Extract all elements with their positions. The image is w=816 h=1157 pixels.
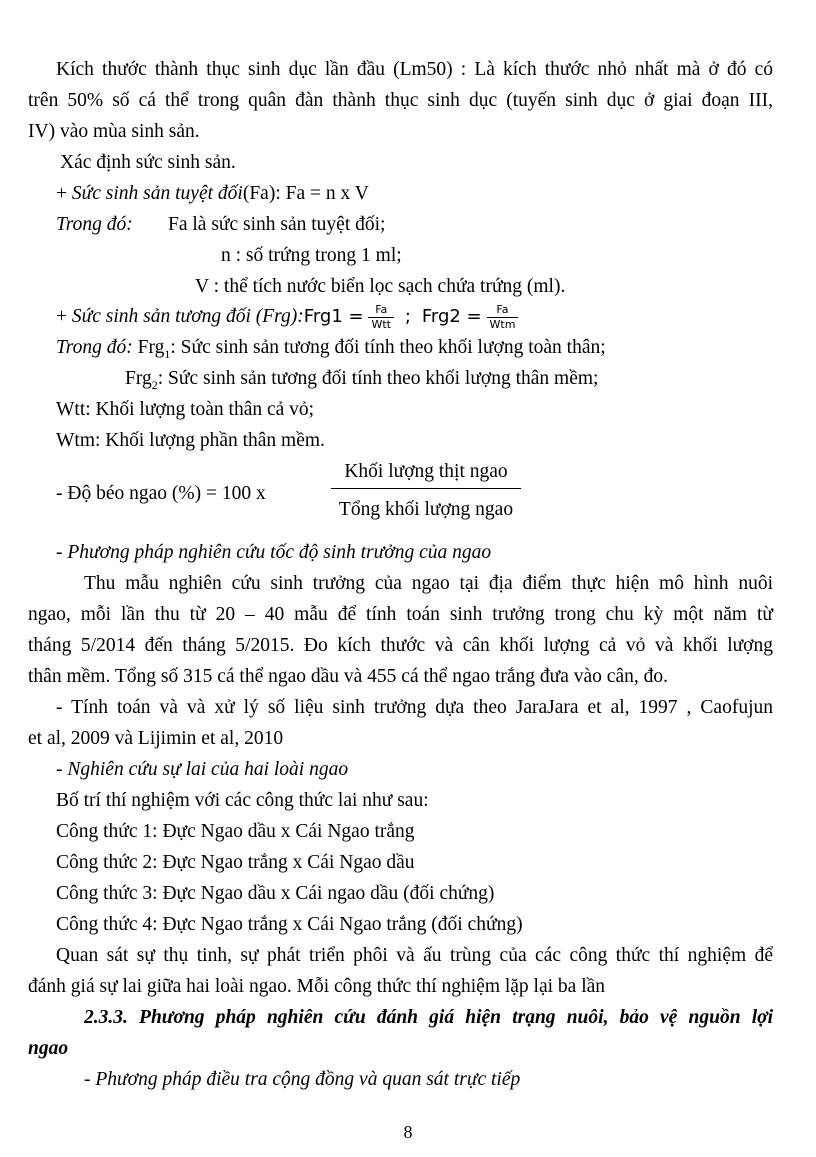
page-number: 8 <box>403 1122 413 1142</box>
formula-separator: ; <box>404 306 411 327</box>
where-italic-2: Trong đó: <box>56 337 133 358</box>
fatness-label: - Độ béo ngao (%) = 100 x <box>56 483 266 504</box>
section-heading-2-3-3-line2: ngao <box>28 1038 69 1059</box>
frg1-name: Frg <box>132 337 165 358</box>
paragraph-lm50-line3: IV) vào mùa sinh sản. <box>28 121 200 142</box>
fatness-fraction-bar <box>331 488 521 489</box>
def-frg1 <box>56 336 606 366</box>
plus-marker: + <box>56 183 72 204</box>
plus-marker-2: + <box>56 306 72 327</box>
hybrid-heading: - Nghiên cứu sự lai của hai loài ngao <box>56 759 349 780</box>
data-processing-line1: - Tính toán và và xử lý số liệu sinh trưởng dựa theo JaraJara et al, 1997 , Caofujun <box>56 697 773 718</box>
section-heading-2-3-3-line1: 2.3.3. Phương pháp nghiên cứu đánh giá hiện trạng nuôi, bảo vệ nguồn lợi <box>84 1007 773 1028</box>
where-label-1 <box>56 213 133 237</box>
growth-para-line4: thân mềm. Tổng số 315 cá thể ngao dầu và 455 cá thể ngao trắng đưa vào cân, đo. <box>28 666 668 687</box>
paragraph-lm50-line2: trên 50% số cá thể trong quân đàn thành thục sinh dục (tuyến sinh dục ở giai đoạn III, <box>28 90 773 111</box>
relative-fecundity-line <box>56 300 518 334</box>
frg2-denominator: Wtm <box>487 317 519 332</box>
def-fa: Fa là sức sinh sản tuyệt đối; <box>168 214 386 235</box>
hybrid-intro: Bố trí thí nghiệm với các công thức lai như sau: <box>56 790 429 811</box>
growth-method-heading: - Phương pháp nghiên cứu tốc độ sinh trưởng của ngao <box>56 542 492 563</box>
def-wtm: Wtm: Khối lượng phần thân mềm. <box>56 430 325 451</box>
frg1-desc: : Sức sinh sản tương đối tính theo khối lượng toàn thân; <box>170 337 606 358</box>
def-wtt: Wtt: Khối lượng toàn thân cả vỏ; <box>56 399 315 420</box>
frg1-denominator: Wtt <box>368 317 394 332</box>
def-n: n : số trứng trong 1 ml; <box>221 245 402 266</box>
growth-para-line1: Thu mẫu nghiên cứu sinh trưởng của ngao tại địa điểm thực hiện mô hình nuôi <box>84 573 773 594</box>
frg2-name: Frg <box>125 368 152 389</box>
fatness-numerator: Khối lượng thịt ngao <box>344 461 508 482</box>
observation-line2: đánh giá sự lai giữa hai loài ngao. Mỗi công thức thí nghiệm lặp lại ba lần <box>28 976 606 997</box>
frg1-fraction <box>368 303 394 332</box>
frg2-subscript: 2 <box>151 377 158 392</box>
frg2-label: Frg2 = <box>421 306 482 327</box>
frg1-subscript: 1 <box>164 346 171 361</box>
fatness-fraction <box>331 460 521 522</box>
frg2-numerator: Fa <box>496 303 509 317</box>
frg2-desc: : Sức sinh sản tương đối tính theo khối lượng thân mềm; <box>157 368 599 389</box>
frg1-numerator: Fa <box>375 303 388 317</box>
fatness-denominator: Tổng khối lượng ngao <box>338 499 514 520</box>
data-processing-line2: et al, 2009 và Lijimin et al, 2010 <box>28 728 284 749</box>
frg1-label: Frg1 = <box>303 306 364 327</box>
formula-4: Công thức 4: Đực Ngao trắng x Cái Ngao trắng (đối chứng) <box>56 914 523 935</box>
relative-fecundity-term: Sức sinh sản tương đối (Frg): <box>71 306 304 327</box>
absolute-fecundity-formula: (Fa): Fa = n x V <box>242 183 369 204</box>
def-v: V : thể tích nước biển lọc sạch chứa trứng (ml). <box>195 276 566 297</box>
where-italic: Trong đó: <box>56 214 133 235</box>
formula-2: Công thức 2: Đực Ngao trắng x Cái Ngao dầu <box>56 852 415 873</box>
absolute-fecundity-term: Sức sinh sản tuyệt đối <box>71 183 243 204</box>
paragraph-lm50-line1: Kích thước thành thục sinh dục lần đầu (Lm50) : Là kích thước nhỏ nhất mà ở đó có <box>56 59 773 80</box>
formula-3: Công thức 3: Đực Ngao dầu x Cái ngao dầu (đối chứng) <box>56 883 495 904</box>
formula-1: Công thức 1: Đực Ngao dầu x Cái Ngao trắng <box>56 821 415 842</box>
frg2-fraction <box>487 303 519 332</box>
absolute-fecundity-line <box>56 182 369 206</box>
growth-para-line2: ngao, mỗi lần thu từ 20 – 40 mẫu để tính toán sinh trưởng trong chu kỳ một năm từ <box>28 604 773 625</box>
def-frg2 <box>125 367 598 397</box>
growth-para-line3: tháng 5/2014 đến tháng 5/2015. Đo kích thước và cân khối lượng cả vỏ và khối lượng <box>28 635 773 656</box>
observation-line1: Quan sát sự thụ tinh, sự phát triển phôi và ấu trùng của các công thức thí nghiệm để <box>56 945 773 966</box>
survey-method-heading: - Phương pháp điều tra cộng đồng và quan sát trực tiếp <box>84 1069 521 1090</box>
fecundity-heading: Xác định sức sinh sản. <box>60 152 236 173</box>
